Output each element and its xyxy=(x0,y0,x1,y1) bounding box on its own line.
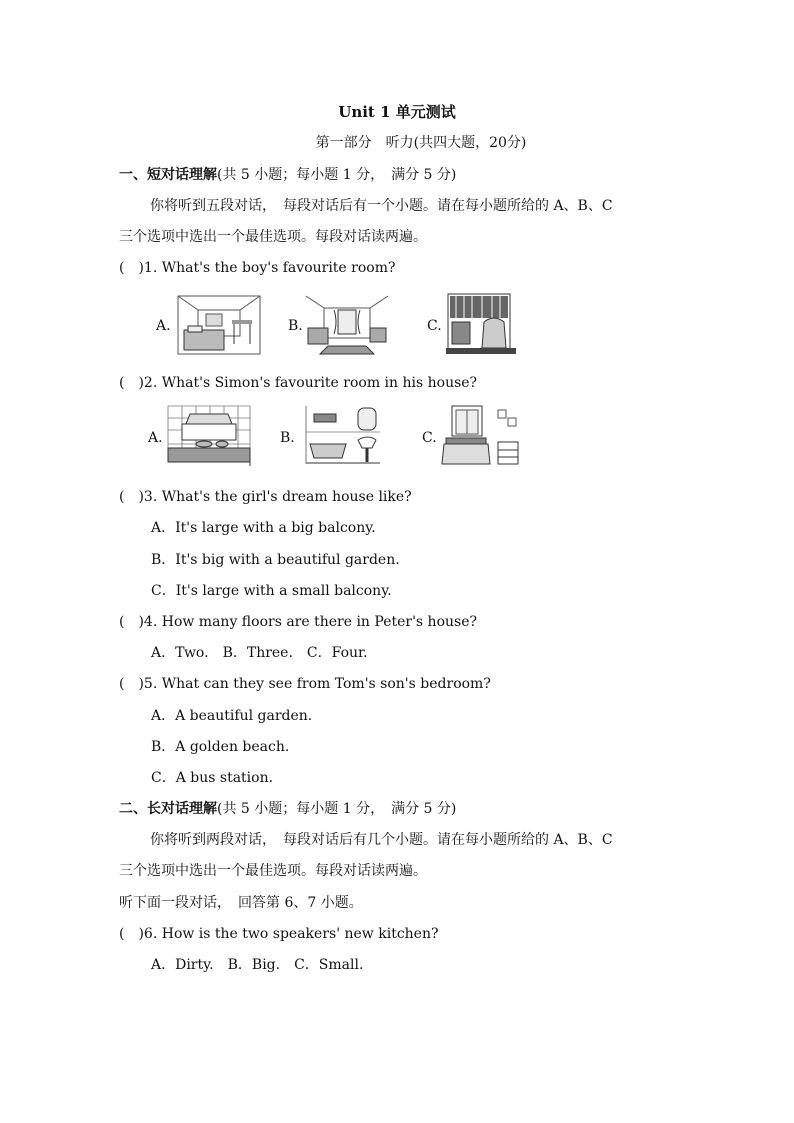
q3-option-c: C．It's large with a small balcony. xyxy=(151,583,392,599)
q3-option-a: A．It's large with a big balcony. xyxy=(151,520,376,536)
section-2-instruction-line-1: 你将听到两段对话， 每段对话后有几个小题。请在每小题所给的 A、B、C xyxy=(150,832,613,848)
section-2-instruction-line-2: 三个选项中选出一个最佳选项。每段对话读两遍。 xyxy=(119,863,427,879)
kitchen-picture xyxy=(166,404,252,468)
question-4: ( )4. How many floors are there in Peter's house? xyxy=(119,614,477,630)
section-2-scoring: (共 5 小题；每小题 1 分， 满分 5 分) xyxy=(217,801,457,817)
section-1-title: 一、短对话理解 xyxy=(119,167,217,183)
bedroom-picture xyxy=(440,404,520,468)
q2-label-c: C. xyxy=(422,430,437,446)
q5-option-c: C．A bus station. xyxy=(151,770,274,786)
section-2-instruction-line-3: 听下面一段对话， 回答第 6、7 小题。 xyxy=(119,895,363,911)
question-6: ( )6. How is the two speakers' new kitchen? xyxy=(119,926,439,942)
bedroom-picture xyxy=(176,294,262,356)
section-1-scoring: (共 5 小题；每小题 1 分， 满分 5 分) xyxy=(217,167,457,183)
section-1-instruction-line-1: 你将听到五段对话， 每段对话后有一个小题。请在每小题所给的 A、B、C xyxy=(150,198,613,214)
section-2-title: 二、长对话理解 xyxy=(119,801,217,817)
part-subtitle: 第一部分 听力(共四大题，20分) xyxy=(315,135,527,151)
section-1-instruction-line-2: 三个选项中选出一个最佳选项。每段对话读两遍。 xyxy=(119,229,427,245)
q5-option-b: B．A golden beach. xyxy=(151,739,290,755)
q4-options: A．Two. B．Three. C．Four. xyxy=(151,645,368,661)
bathroom-picture xyxy=(302,404,384,468)
q2-label-b: B. xyxy=(280,430,295,446)
study-picture xyxy=(446,292,518,356)
q1-label-b: B. xyxy=(288,318,303,334)
question-1: ( )1. What's the boy's favourite room? xyxy=(119,260,396,276)
q2-label-a: A. xyxy=(148,430,163,446)
q5-option-a: A．A beautiful garden. xyxy=(151,708,313,724)
question-2: ( )2. What's Simon's favourite room in his house? xyxy=(119,375,478,391)
page-title: Unit 1 单元测试 xyxy=(338,103,456,121)
living-room-picture xyxy=(304,294,390,356)
section-1-heading xyxy=(119,166,456,184)
q3-option-b: B．It's big with a beautiful garden. xyxy=(151,552,400,568)
question-3: ( )3. What's the girl's dream house like? xyxy=(119,489,412,505)
question-5: ( )5. What can they see from Tom's son's bedroom? xyxy=(119,676,491,692)
q6-options: A．Dirty. B．Big. C．Small. xyxy=(151,957,364,973)
section-2-heading xyxy=(119,800,456,818)
q1-label-a: A. xyxy=(156,318,171,334)
q1-label-c: C. xyxy=(427,318,442,334)
